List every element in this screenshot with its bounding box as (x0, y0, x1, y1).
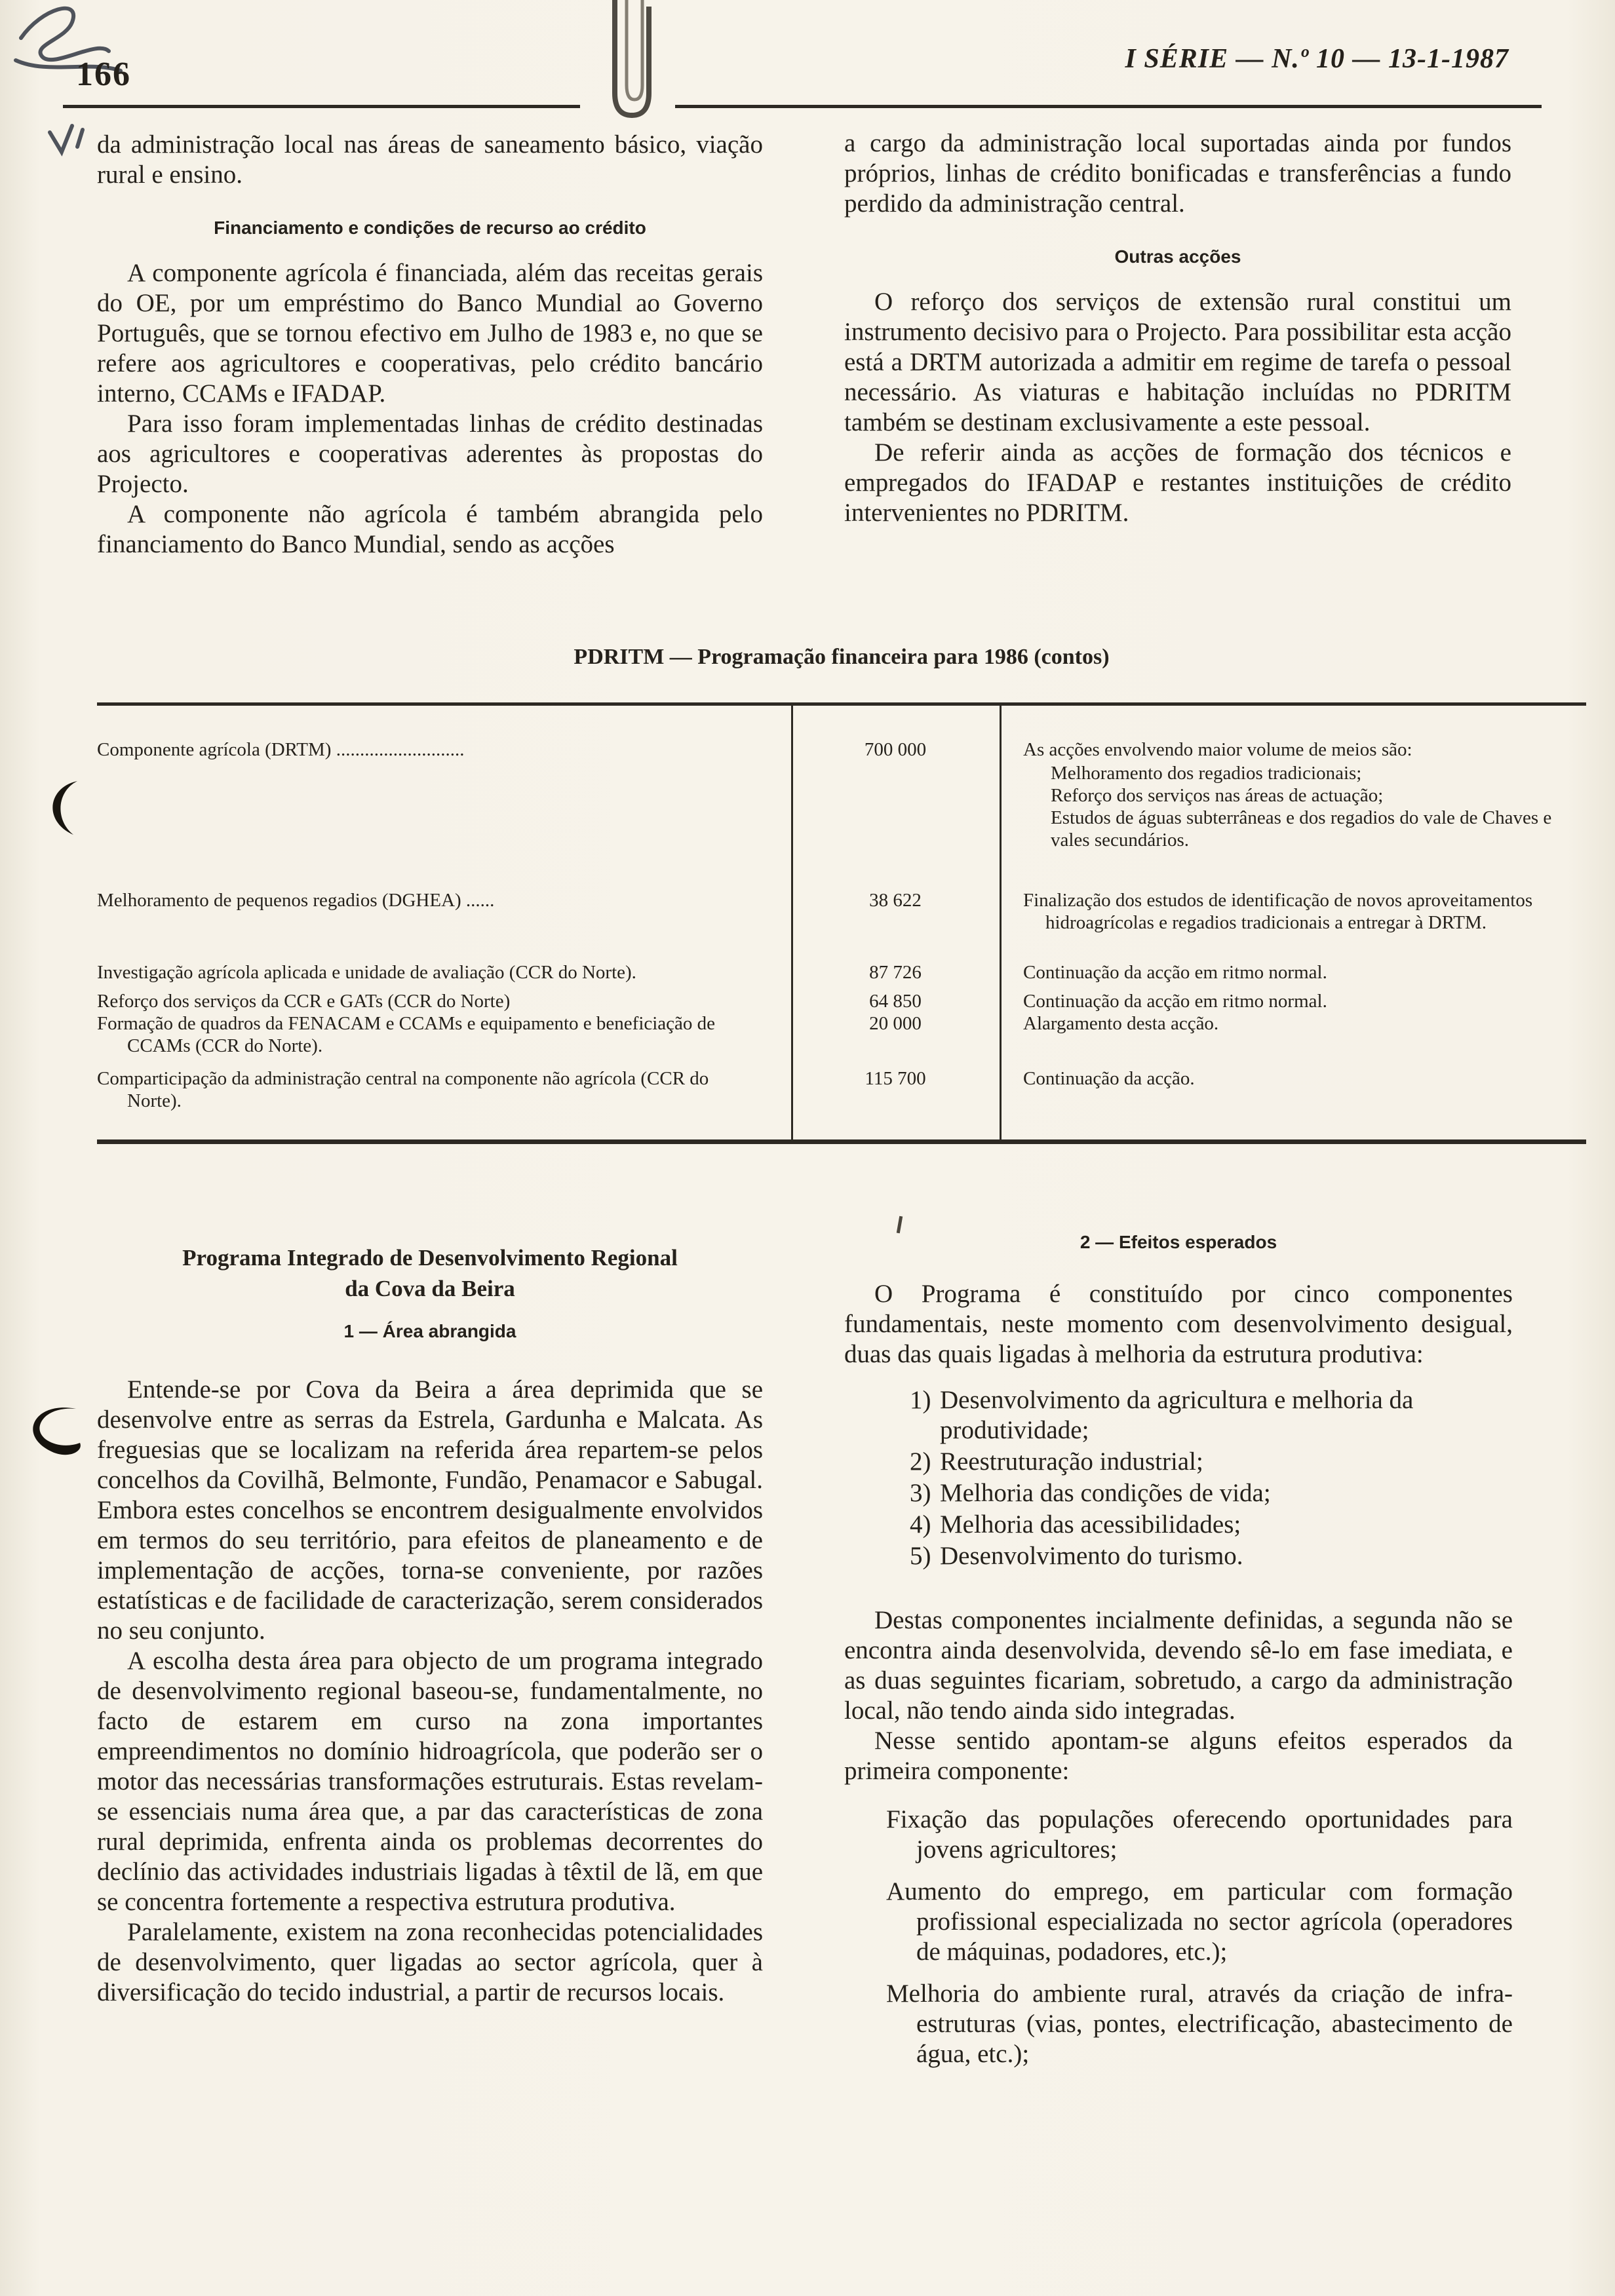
paragraph: A componente não agrícola é também abrangida pelo financiamento do Banco Mundial, sendo as acções (97, 500, 763, 558)
list-item (910, 1478, 1513, 1508)
paragraph: Para isso foram implementadas linhas de crédito destinadas aos agricultores e cooperativas aderentes às propostas do Projecto. (97, 410, 763, 498)
paragraph: O reforço dos serviços de extensão rural constitui um instrumento decisivo para o Projecto. Para possibilitar esta acção está a DRTM autorizada a admitir em regime de tarefa o pessoal necessário. As viaturas e habitação incluídas no PDRITM também se destinam exclusivamente a este pessoal. (844, 288, 1511, 436)
issue-header: I SÉRIE — N.º 10 — 13-1-1987 (1125, 44, 1509, 74)
effect-item: Aumento do emprego, em particular com formação profissional especializada no sector agrícola (operadores de máquinas, podadores, etc.); (886, 1877, 1513, 1966)
list-item (910, 1385, 1513, 1445)
paragraph: Entende-se por Cova da Beira a área deprimida que se desenvolve entre as serras da Estrela, Gardunha e Malcata. As freguesias que se localizam na referida área repartem-se pelos concelhos da Covilhã, Belmonte, Fundão, Penamacor e Sabugal. Embora estes concelhos se encontrem desigualmente envolvidos em termos do seu território, para efeitos de planeamento e de implementação de acções, torna-se conveniente, por razões estatísticas e de facilidade de caracterização, serem considerados no seu conjunto. (97, 1375, 763, 1645)
table-row (97, 1012, 1586, 1057)
table-cell-amount: 115 700 (865, 1068, 926, 1089)
table-cell-amount: 64 850 (869, 991, 922, 1012)
table-cell-item: Reforço dos serviços da CCR e GATs (CCR do Norte) (97, 991, 511, 1012)
section-heading-outras-accoes: Outras acções (1114, 246, 1241, 267)
header-rule-right (675, 105, 1542, 108)
list-text: Reestruturação industrial; (940, 1447, 1203, 1476)
program-heading-line2: da Cova da Beira (345, 1276, 515, 1301)
paragraph: O Programa é constituído por cinco componentes fundamentais, neste momento com desenvolvimento desigual, duas das quais ligadas à melhoria da estrutura produtiva: (844, 1280, 1513, 1368)
components-list (910, 1385, 1513, 1571)
note-sublist (1051, 762, 1580, 851)
note-text: Alargamento desta acção. (1023, 1013, 1219, 1034)
subsection-heading-efeitos: 2 — Efeitos esperados (1080, 1232, 1277, 1252)
finance-table (97, 702, 1586, 1144)
paragraph: A escolha desta área para objecto de um programa integrado de desenvolvimento regional baseou-se, fundamentalmente, no facto de estarem em curso na zona importantes empreendimentos no domínio hidroagrícola, que poderão ser o motor das necessárias transformações estruturais. Estas revelam-se essenciais numa área que, a par das características de zona rural deprimida, enfrenta ainda os problemas decorrentes do declínio das actividades industriais ligadas à têxtil de lã, em que se concentra fortemente a respectiva estrutura produtiva. (97, 1647, 763, 1916)
note-subitem: Estudos de águas subterrâneas e dos regadios do vale de Chaves e vales secundários. (1051, 807, 1552, 851)
table-cell-note (1000, 738, 1586, 851)
paragraph-continuation: da administração local nas áreas de saneamento básico, viação rural e ensino. (97, 130, 763, 189)
column-top-right (844, 128, 1511, 528)
column-bottom-left (97, 1242, 763, 2008)
note-text: Continuação da acção em ritmo normal. (1023, 962, 1327, 983)
paperclip-artifact (589, 0, 674, 141)
table-row (97, 738, 1586, 851)
paragraph: Nesse sentido apontam-se alguns efeitos esperados da primeira componente: (844, 1727, 1513, 1785)
list-text: Melhoria das acessibilidades; (940, 1510, 1241, 1539)
table-cell-note (1000, 1012, 1586, 1035)
effect-item: Fixação das populações oferecendo oportunidades para jovens agricultores; (886, 1805, 1513, 1864)
table-cell-note (1000, 961, 1586, 984)
table-cell-amount: 700 000 (864, 739, 927, 760)
expected-effects-list (844, 1805, 1513, 2069)
table-cell-amount: 20 000 (869, 1013, 922, 1034)
table-cell-item: Melhoramento de pequenos regadios (DGHEA) ...... (97, 890, 495, 911)
paragraph: Paralelamente, existem na zona reconhecidas potencialidades de desenvolvimento, quer ligadas ao sector agrícola, quer à diversificação do tecido industrial, a partir de recursos locais. (97, 1918, 763, 2006)
list-marker: 3) (910, 1479, 931, 1507)
list-item (910, 1447, 1513, 1477)
table-cell-amount: 38 622 (869, 890, 922, 911)
paragraph: A componente agrícola é financiada, além das receitas gerais do OE, por um empréstimo do Banco Mundial ao Governo Português, que se tornou efectivo em Julho de 1983 e, no que se refere aos agricultores e cooperativas, pelo crédito bancário interno, CCAMs e IFADAP. (97, 259, 763, 408)
note-text: Finalização dos estudos de identificação de novos aproveitamentos hidroagrícolas e regadios tradicionais a entregar à DRTM. (1023, 890, 1533, 933)
table-cell-item: Componente agrícola (DRTM) ........................... (97, 739, 465, 760)
list-marker: 4) (910, 1510, 931, 1539)
page-number: 166 (76, 56, 131, 93)
list-item (910, 1541, 1513, 1571)
table-row (97, 961, 1586, 984)
table-cell-item: Formação de quadros da FENACAM e CCAMs e equipamento e beneficiação de CCAMs (CCR do Norte). (97, 1013, 716, 1056)
effect-item: Melhoria do ambiente rural, através da criação de infra-estruturas (vias, pontes, electrificação, abastecimento de água, etc.); (886, 1980, 1513, 2068)
table-row (97, 1067, 1586, 1112)
table-divider-2 (1000, 706, 1002, 1139)
smudge-artifact-1 (34, 777, 87, 837)
column-bottom-right (844, 1232, 1513, 2081)
note-text: Continuação da acção em ritmo normal. (1023, 991, 1327, 1012)
paragraph-continuation: a cargo da administração local suportadas ainda por fundos próprios, linhas de crédito bonificadas e transferências a fundo perdido da administração central. (844, 129, 1511, 218)
header-rule-left (63, 105, 580, 108)
table-cell-item: Comparticipação da administração central na componente não agrícola (CCR do Norte). (97, 1068, 709, 1111)
list-text: Desenvolvimento da agricultura e melhoria da produtividade; (940, 1386, 1414, 1444)
table-cell-item: Investigação agrícola aplicada e unidade de avaliação (CCR do Norte). (97, 962, 636, 983)
table-cell-amount: 87 726 (869, 962, 922, 983)
table-divider-1 (791, 706, 793, 1139)
note-text: Continuação da acção. (1023, 1068, 1195, 1089)
column-top-left (97, 130, 763, 560)
note-subitem: Melhoramento dos regadios tradicionais; (1051, 763, 1362, 784)
subsection-heading-area: 1 — Área abrangida (343, 1321, 516, 1341)
table-row (97, 990, 1586, 1012)
note-text: As acções envolvendo maior volume de meios são: (1023, 739, 1412, 760)
table-cell-note (1000, 1067, 1586, 1090)
paragraph: Destas componentes incialmente definidas, a segunda não se encontra ainda desenvolvida, devendo sê-lo em fase imediata, e as duas seguintes ficariam, sobretudo, a cargo da administração local, não tendo ainda sido integradas. (844, 1606, 1513, 1725)
list-text: Desenvolvimento do turismo. (940, 1542, 1243, 1570)
paragraph: De referir ainda as acções de formação dos técnicos e empregados do IFADAP e restantes instituições de crédito intervenientes no PDRITM. (844, 438, 1511, 527)
scan-speck-artifact (897, 1216, 903, 1233)
list-marker: 2) (910, 1447, 931, 1476)
table-cell-note (1000, 889, 1586, 934)
section-heading-financiamento: Financiamento e condições de recurso ao crédito (214, 218, 646, 238)
table-row (97, 889, 1586, 934)
list-item (910, 1510, 1513, 1540)
list-marker: 5) (910, 1542, 931, 1570)
program-heading (97, 1242, 763, 1304)
note-subitem: Reforço dos serviços nas áreas de actuação; (1051, 785, 1384, 806)
table-title: PDRITM — Programação financeira para 1986 (contos) (574, 645, 1110, 669)
smudge-artifact-2 (16, 1402, 88, 1460)
table-cell-note (1000, 990, 1586, 1012)
list-text: Melhoria das condições de vida; (940, 1479, 1271, 1507)
program-heading-line1: Programa Integrado de Desenvolvimento Regional (182, 1245, 678, 1271)
list-marker: 1) (910, 1386, 931, 1414)
